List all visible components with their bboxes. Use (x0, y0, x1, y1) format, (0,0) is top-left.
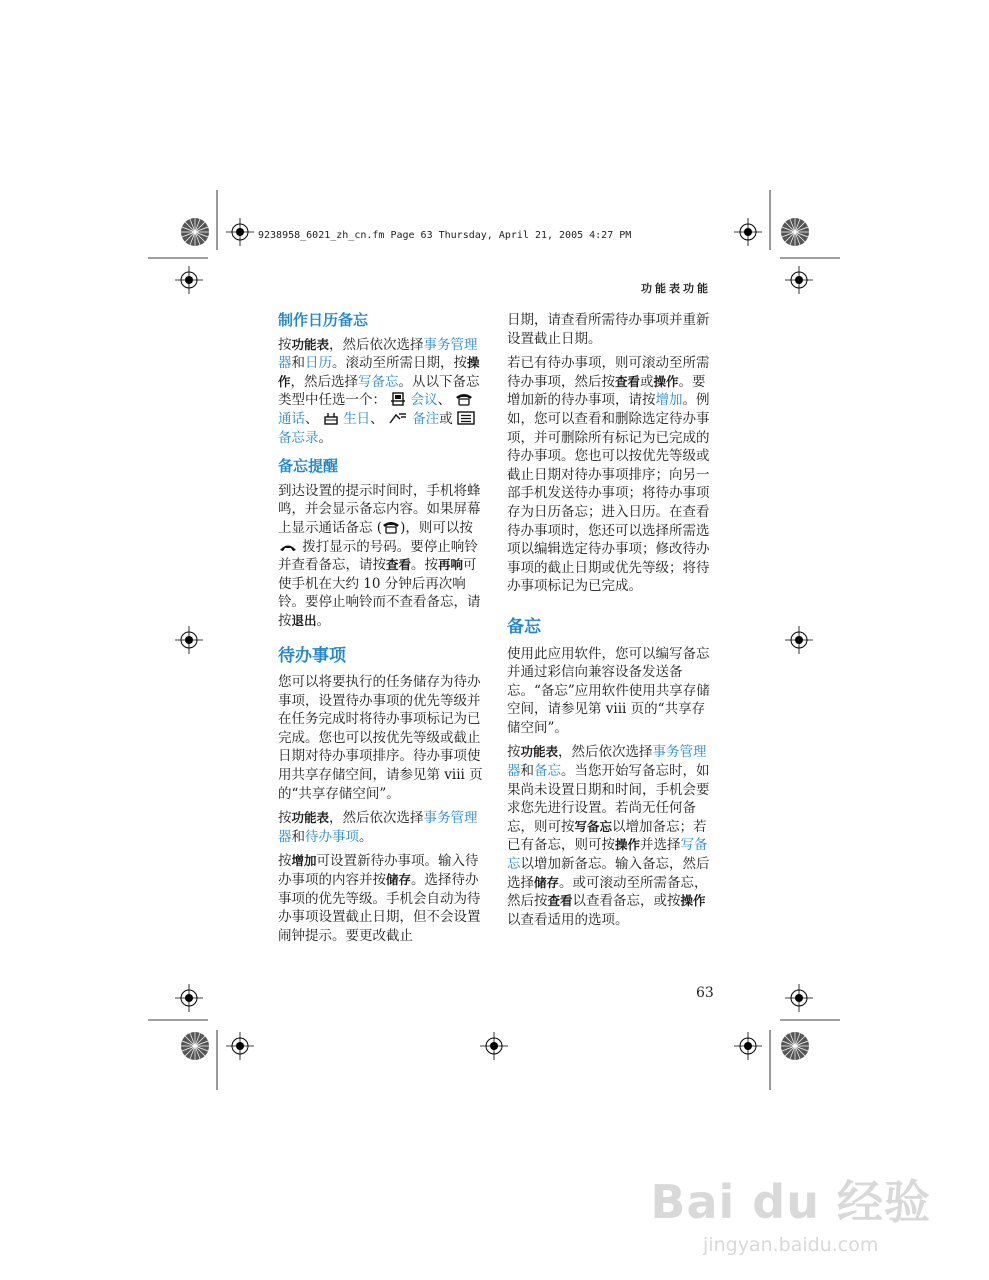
todo-heading: 待办事项 (278, 645, 346, 666)
link-organizer[interactable]: 事务管理器 (507, 744, 707, 780)
color-target-icon (781, 218, 809, 246)
note-alarm-heading: 备忘提醒 (278, 457, 339, 476)
link-write-note[interactable]: 写备忘 (358, 373, 399, 390)
link-calendar[interactable]: 日历 (305, 355, 332, 372)
link-meeting[interactable]: 会议 (410, 392, 438, 409)
link-organizer[interactable]: 事务管理器 (278, 336, 478, 372)
note-icon (457, 411, 475, 425)
todo-intro-paragraph: 您可以将要执行的任务储存为待办事项，设置待办事项的优先等级并在任务完成时将待办事项标记为已完成。您也可以按优先等级或截止日期对待办事项排序。待办事项使用共享存储空间，请参见第 viii 页的“共享存储空间”。 (278, 674, 483, 802)
call-note-icon (382, 520, 400, 534)
color-target-icon (181, 1032, 209, 1060)
calendar-note-paragraph: 按功能表，然后依次选择事务管理器和日历。滚动至所需日期，按操作，然后选择写备忘。从以下备忘类型中任选一个： 会议、 通话、 生日、 备注或 备忘录。 (278, 336, 480, 446)
todo-open-paragraph: 按功能表，然后依次选择事务管理器和待办事项。 (278, 810, 478, 845)
calendar-note-heading: 制作日历备忘 (278, 311, 369, 329)
link-write-note[interactable]: 写备忘 (507, 837, 708, 873)
todo-options-paragraph: 若已有待办事项，则可滚动至所需待办事项，然后按查看或操作。要增加新的待办事项，请按增加。例如，您可以查看和删除选定待办事项，并可删除所有标记为已完成的待办事项。您也可以按优先等级或截止日期对待办事项排序；向另一部手机发送待办事项；将待办事项存为日历备忘；进入日历。在查看待办事项时，您还可以选择所需选项以编辑选定待办事项；修改待办事项的截止日期或优先等级；将待办事项标记为已完成。 (507, 355, 710, 595)
notes-intro-paragraph: 使用此应用软件，您可以编写备忘并通过彩信向兼容设备发送备忘。“备忘”应用软件使用共享存储空间，请参见第 viii 页的“共享存储空间”。 (507, 645, 710, 736)
link-memo[interactable]: 备忘录 (278, 429, 319, 446)
notes-usage-paragraph: 按功能表，然后依次选择事务管理器和备忘。当您开始写备忘时，如果尚未设置日期和时间，手机会要求您先进行设置。若尚无任何备忘，则可按写备忘以增加备忘；若已有备忘，则可按操作并选择写备忘以增加新备忘。输入备忘，然后选择储存。或可滚动至所需备忘，然后按查看以查看备忘，或按操作以查看适用的选项。 (507, 744, 710, 928)
call-key-icon (278, 541, 298, 553)
page-number: 63 (696, 985, 714, 1001)
watermark-logo: Bai du 经验 (650, 1175, 931, 1229)
todo-add-paragraph: 按增加可设置新待办事项。输入待办事项的内容并按储存。选择待办事项的优先等级。手机会自动为待办事项设置截止日期，但不会设置闹钟提示。要更改截止 (278, 853, 481, 944)
link-reminder[interactable]: 备注 (412, 410, 440, 427)
birthday-icon (323, 411, 339, 425)
link-todo[interactable]: 待办事项 (305, 828, 359, 845)
running-head: 功能表功能 (641, 282, 711, 295)
link-organizer[interactable]: 事务管理器 (278, 810, 478, 845)
link-add[interactable]: 增加 (655, 392, 683, 409)
meeting-icon (390, 392, 406, 406)
link-birthday[interactable]: 生日 (343, 410, 371, 427)
color-target-icon (781, 1032, 809, 1060)
call-icon (455, 392, 473, 406)
note-alarm-paragraph: 到达设置的提示时间时，手机将蜂鸣，并会显示备忘内容。如果屏幕上显示通话备忘 ( )，则可以按 拨打显示的号码。要停止响铃并查看备忘，请按查看。按再响可使手机在大约 10 分钟后再次响铃。要停止响铃而不查看备忘，请按退出。 (278, 482, 481, 629)
baidu-watermark (650, 1166, 931, 1256)
left-column (278, 311, 484, 951)
right-column (507, 311, 713, 935)
link-call[interactable]: 通话 (278, 410, 305, 427)
memo-icon (388, 411, 408, 425)
todo-continued-paragraph: 日期，请查看所需待办事项并重新设置截止日期。 (507, 312, 710, 347)
color-target-icon (181, 218, 209, 246)
watermark-url: jingyan.baidu.com (703, 1234, 879, 1256)
link-notes[interactable]: 备忘 (534, 763, 561, 780)
file-info-line: 9238958_6021_zh_cn.fm Page 63 Thursday, April 21, 2005 4:27 PM (258, 230, 632, 241)
notes-heading: 备忘 (507, 616, 541, 637)
